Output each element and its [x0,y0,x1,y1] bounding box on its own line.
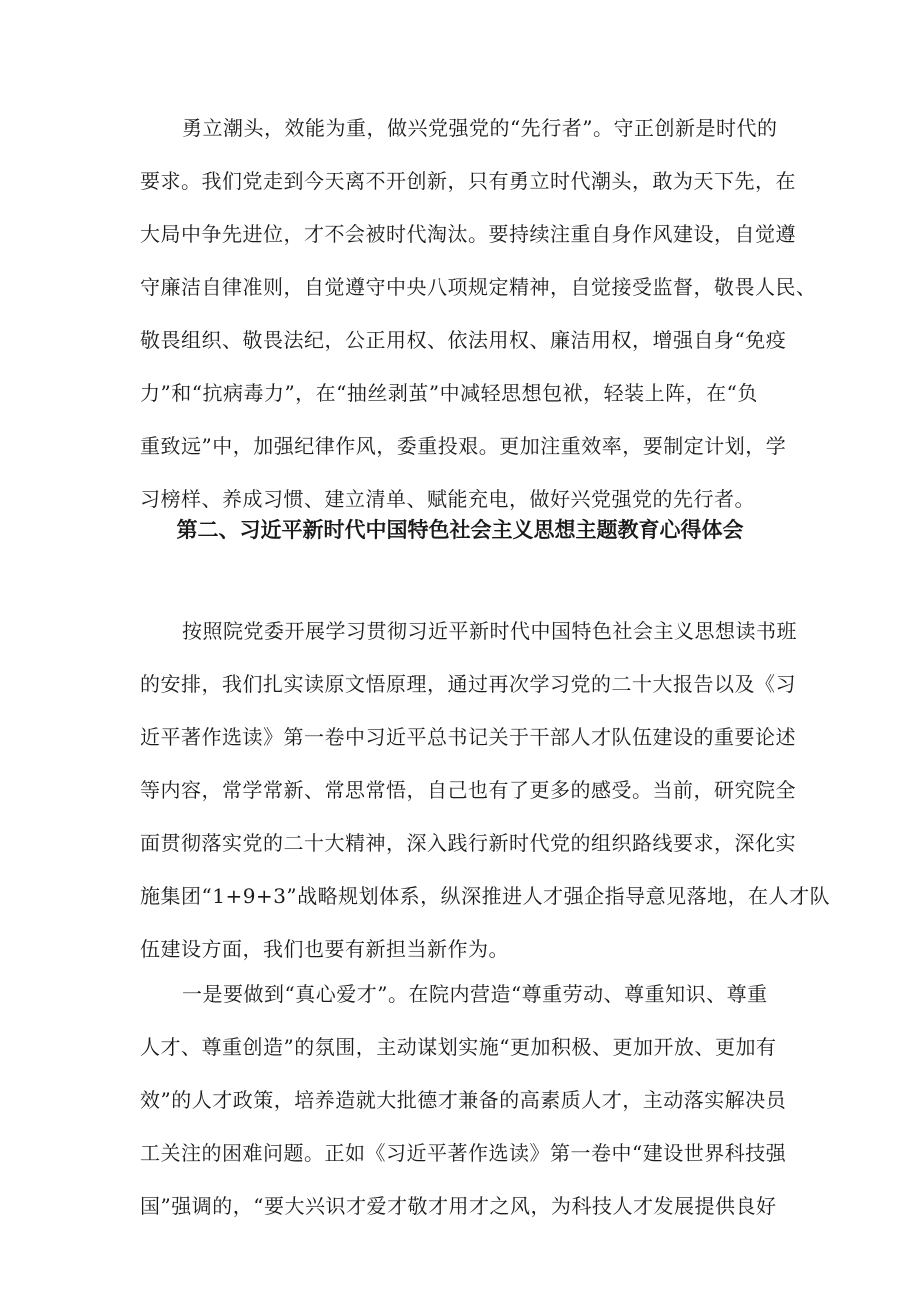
paragraph-line: 施集团“1+9+3”战略规划体系，纵深推进人才强企指导意见落地，在人才队 [140,884,831,908]
paragraph-2 [140,605,831,976]
paragraph-line: 一是要做到“真心爱才”。在院内营造“尊重劳动、尊重知识、尊重 [182,982,768,1006]
paragraph-line: 人才、尊重创造”的氛围，主动谋划实施“更加积极、更加开放、更加有 [140,1035,777,1059]
paragraph-line: 勇立潮头，效能为重，做兴党强党的“先行者”。守正创新是时代的 [182,116,778,140]
paragraph-line: 等内容，常学常新、常思常悟，自己也有了更多的感受。当前，研究院全 [140,778,796,802]
paragraph-3 [140,968,787,1233]
paragraph-line: 按照院党委开展学习贯彻习近平新时代中国特色社会主义思想读书班 [182,619,797,643]
paragraph-line: 工关注的困难问题。正如《习近平著作选读》第一卷中“建设世界科技强 [140,1141,787,1165]
paragraph-line: 习榜样、养成习惯、建立清单、赋能充电，做好兴党强党的先行者。 [140,487,755,511]
paragraph-line: 面贯彻落实党的二十大精神，深入践行新时代党的组织路线要求，深化实 [140,831,796,855]
paragraph-line: 近平著作选读》第一卷中习近平总书记关于干部人才队伍建设的重要论述 [140,725,796,749]
paragraph-line: 伍建设方面，我们也要有新担当新作为。 [140,937,509,961]
paragraph-1 [140,102,817,526]
paragraph-line: 要求。我们党走到今天离不开创新，只有勇立时代潮头，敢为天下先，在 [140,169,796,193]
paragraph-line: 守廉洁自律准则，自觉遵守中央八项规定精神，自觉接受监督，敬畏人民、 [140,275,817,299]
paragraph-line: 国”强调的，“要大兴识才爱才敬才用才之风，为科技人才发展提供良好 [140,1194,777,1218]
paragraph-line: 的安排，我们扎实读原文悟原理，通过再次学习党的二十大报告以及《习 [140,672,796,696]
paragraph-line: 力”和“抗病毒力”，在“抽丝剥茧”中减轻思想包袱，轻装上阵，在“负 [140,381,758,405]
paragraph-line: 效”的人才政策，培养造就大批德才兼备的高素质人才，主动落实解决员 [140,1088,787,1112]
section-heading: 第二、习近平新时代中国特色社会主义思想主题教育心得体会 [176,518,744,542]
paragraph-line: 大局中争先进位，才不会被时代淘汰。要持续注重自身作风建设，自觉遵 [140,222,796,246]
paragraph-line: 重致远”中，加强纪律作风，委重投艰。更加注重效率，要制定计划，学 [140,434,787,458]
paragraph-line: 敬畏组织、敬畏法纪，公正用权、依法用权、廉洁用权，增强自身“免疫 [140,328,787,352]
